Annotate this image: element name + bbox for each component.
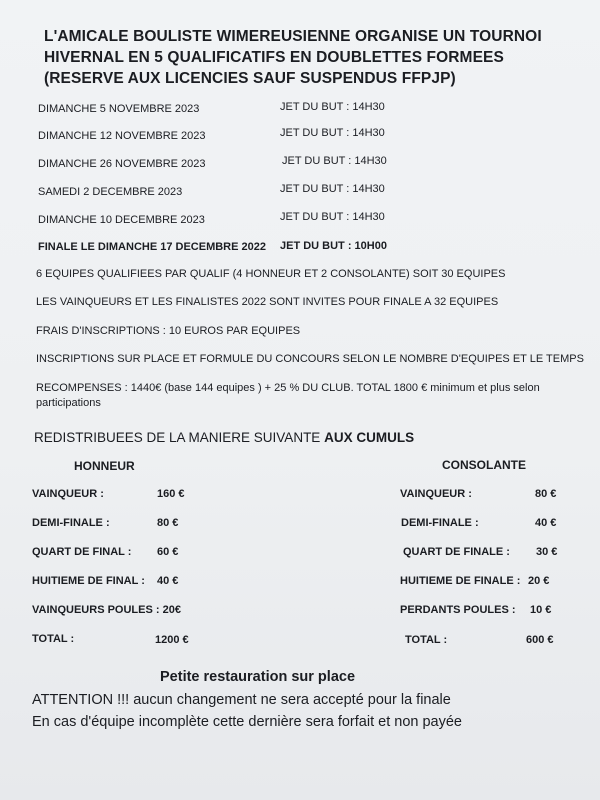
- consolante-heading: CONSOLANTE: [442, 458, 526, 472]
- consolante-poules-label: PERDANTS POULES :: [400, 604, 516, 616]
- consolante-huitieme-label: HUITIEME DE FINALE :: [400, 575, 521, 587]
- honneur-quart-label: QUART DE FINAL :: [32, 546, 132, 558]
- rewards-text-line-1: RECOMPENSES : 1440€ (base 144 equipes ) + 25 % DU CLUB. TOTAL 1800 € minimum et plus selon: [36, 382, 540, 394]
- consolante-demi-finale-label: DEMI-FINALE :: [401, 517, 479, 529]
- schedule-date-3: DIMANCHE 26 NOVEMBRE 2023: [38, 158, 206, 170]
- redistribution-prefix: REDISTRIBUEES DE LA MANIERE SUIVANTE: [34, 430, 325, 445]
- consolante-total-label: TOTAL :: [405, 634, 448, 646]
- rewards-text-line-2: participations: [36, 397, 101, 409]
- honneur-poules-label: VAINQUEURS POULES : 20€: [32, 604, 181, 616]
- consolante-demi-finale-amount: 40 €: [535, 517, 557, 529]
- schedule-date-1: DIMANCHE 5 NOVEMBRE 2023: [38, 103, 200, 115]
- title-line-1: L'AMICALE BOULISTE WIMEREUSIENNE ORGANISE UN TOURNOI: [44, 28, 542, 45]
- fees-text: FRAIS D'INSCRIPTIONS : 10 EUROS PAR EQUIPES: [36, 325, 301, 337]
- registration-text: INSCRIPTIONS SUR PLACE ET FORMULE DU CONCOURS SELON LE NOMBRE D'EQUIPES ET LE TEMPS: [36, 353, 584, 365]
- consolante-quart-amount: 30 €: [536, 546, 558, 558]
- schedule-time-1: JET DU BUT : 14H30: [280, 101, 385, 113]
- consolante-huitieme-amount: 20 €: [528, 575, 550, 587]
- consolante-quart-label: QUART DE FINALE :: [403, 546, 510, 558]
- redistribution-emphasis: AUX CUMULS: [324, 430, 415, 445]
- consolante-total-amount: 600 €: [526, 634, 554, 646]
- schedule-date-4: SAMEDI 2 DECEMBRE 2023: [38, 186, 183, 198]
- incomplete-team-text: En cas d'équipe incomplète cette dernière sera forfait et non payée: [32, 714, 462, 730]
- schedule-time-4: JET DU BUT : 14H30: [280, 183, 385, 195]
- consolante-vainqueur-label: VAINQUEUR :: [400, 488, 472, 500]
- honneur-huitieme-label: HUITIEME DE FINAL :: [32, 575, 145, 587]
- honneur-demi-finale-label: DEMI-FINALE :: [32, 517, 110, 529]
- schedule-time-2: JET DU BUT : 14H30: [280, 127, 385, 139]
- consolante-vainqueur-amount: 80 €: [535, 488, 557, 500]
- invited-teams-text: LES VAINQUEURS ET LES FINALISTES 2022 SONT INVITES POUR FINALE A 32 EQUIPES: [36, 296, 499, 308]
- honneur-vainqueur-label: VAINQUEUR :: [32, 488, 104, 500]
- restauration-text: Petite restauration sur place: [160, 669, 356, 685]
- honneur-heading: HONNEUR: [74, 459, 135, 473]
- title-line-2: HIVERNAL EN 5 QUALIFICATIFS EN DOUBLETTES FORMEES: [44, 49, 504, 66]
- honneur-huitieme-amount: 40 €: [157, 575, 179, 587]
- attention-text: ATTENTION !!! aucun changement ne sera accepté pour la finale: [32, 692, 451, 708]
- qualified-teams-text: 6 EQUIPES QUALIFIEES PAR QUALIF (4 HONNEUR ET 2 CONSOLANTE) SOIT 30 EQUIPES: [36, 268, 506, 280]
- honneur-total-amount: 1200 €: [155, 634, 189, 646]
- finale-time: JET DU BUT : 10H00: [280, 240, 387, 252]
- honneur-total-label: TOTAL :: [32, 633, 75, 645]
- schedule-time-5: JET DU BUT : 14H30: [280, 211, 385, 223]
- finale-date: FINALE LE DIMANCHE 17 DECEMBRE 2022: [38, 241, 266, 253]
- title-line-3: (RESERVE AUX LICENCIES SAUF SUSPENDUS FFPJP): [44, 70, 456, 87]
- honneur-demi-finale-amount: 80 €: [157, 517, 179, 529]
- schedule-date-2: DIMANCHE 12 NOVEMBRE 2023: [38, 130, 206, 142]
- consolante-poules-amount: 10 €: [530, 604, 552, 616]
- schedule-date-5: DIMANCHE 10 DECEMBRE 2023: [38, 214, 205, 226]
- schedule-time-3: JET DU BUT : 14H30: [282, 155, 387, 167]
- redistribution-heading: [34, 430, 414, 445]
- honneur-quart-amount: 60 €: [157, 546, 179, 558]
- honneur-vainqueur-amount: 160 €: [157, 488, 185, 500]
